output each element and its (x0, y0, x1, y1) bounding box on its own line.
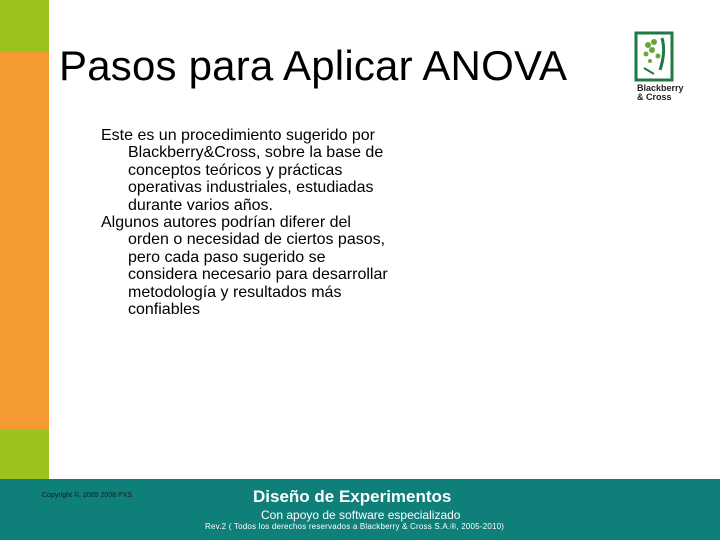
footer-rights-text: Rev.2 ( Todos los derechos reservados a Blackberry & Cross S.A.®, 2005-2010) (205, 522, 505, 531)
logo-wordmark: Blackberry & Cross (637, 83, 684, 102)
slide-title: Pasos para Aplicar ANOVA (59, 42, 568, 89)
body-paragraph: Este es un procedimiento sugerido por Blackberry&Cross, sobre la base de conceptos teóricos y prácticas operativas industriales, estudiadas durante varios años. (101, 127, 384, 214)
slide-body (101, 127, 391, 318)
accent-bar-green-bottom (0, 429, 49, 479)
accent-bar-green-top (0, 0, 49, 52)
accent-bar-orange (0, 52, 49, 429)
footer-title: Diseño de Experimentos (253, 487, 452, 506)
copyright-text: Copyright ©, 2005 2008 PXS (42, 492, 132, 499)
footer-subtitle: Con apoyo de software especializado (261, 508, 461, 522)
body-paragraph: Algunos autores podrían diferer del orden o necesidad de ciertos pasos, pero cada paso sugerido se considera necesario para desarrollar metodología y resultados más confiables (101, 214, 388, 319)
